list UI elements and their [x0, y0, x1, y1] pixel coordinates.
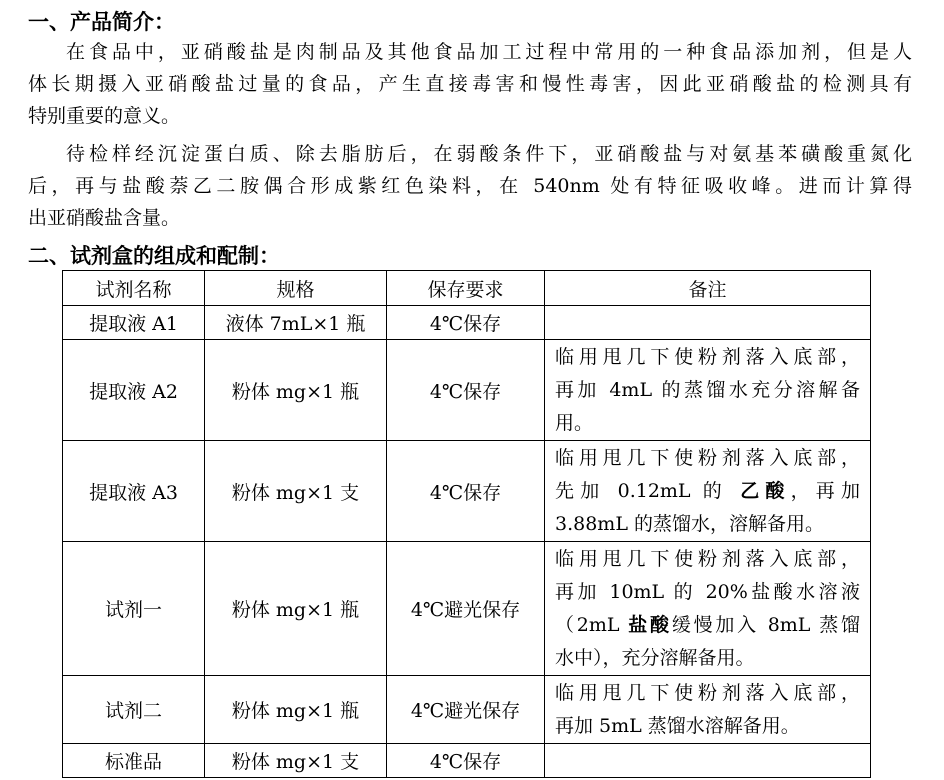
reagent-name: 提取液 A2: [63, 340, 205, 441]
header-storage: 保存要求: [387, 271, 545, 306]
reagent-storage: 4℃保存: [387, 306, 545, 340]
note-line: 水中），充分溶解备用。: [555, 646, 755, 669]
note-line: 临用甩几下使粉剂落入底部，: [555, 446, 860, 469]
table-row: [63, 441, 871, 542]
reagent-spec: 粉体 mg×1 瓶: [205, 676, 387, 744]
note-line: 临用甩几下使粉剂落入底部，: [555, 547, 860, 570]
note-line: [555, 475, 860, 508]
table-row: [63, 542, 871, 676]
table-row: [63, 676, 871, 744]
note-line: 用。: [555, 411, 594, 434]
note-text: ，再加: [790, 479, 860, 502]
paragraph-line: 待检样经沉淀蛋白质、除去脂肪后，在弱酸条件下，亚硝酸盐与对氨基苯磺酸重氮化: [66, 143, 912, 165]
note-line: 再加 10mL 的 20%盐酸水溶液: [555, 580, 860, 603]
reagent-spec: 粉体 mg×1 瓶: [205, 542, 387, 676]
paragraph-line: 特别重要的意义。: [28, 105, 181, 127]
section-title-product-intro: 一、产品简介：: [28, 10, 175, 34]
reagent-name: 提取液 A1: [63, 306, 205, 340]
reagent-spec: 粉体 mg×1 支: [205, 441, 387, 542]
reagent-note: [545, 306, 871, 340]
reagent-table: [62, 270, 871, 778]
reagent-name: 提取液 A3: [63, 441, 205, 542]
note-bold-term-acetic-acid: 乙酸: [740, 479, 791, 502]
reagent-name: 试剂二: [63, 676, 205, 744]
reagent-storage: 4℃保存: [387, 744, 545, 778]
reagent-name: 标准品: [63, 744, 205, 778]
table-row: [63, 340, 871, 441]
note-line: 3.88mL 的蒸馏水，溶解备用。: [555, 512, 824, 535]
header-spec: 规格: [205, 271, 387, 306]
intro-paragraph-2: [28, 138, 912, 234]
reagent-spec: 液体 7mL×1 瓶: [205, 306, 387, 340]
paragraph-line: 体长期摄入亚硝酸盐过量的食品，产生直接毒害和慢性毒害，因此亚硝酸盐的检测具有: [28, 73, 912, 95]
note-line: 临用甩几下使粉剂落入底部，: [555, 345, 860, 368]
paragraph-line: 后，再与盐酸萘乙二胺偶合形成紫红色染料，在 540nm 处有特征吸收峰。进而计算得: [28, 175, 912, 197]
reagent-spec: 粉体 mg×1 瓶: [205, 340, 387, 441]
reagent-storage: 4℃避光保存: [387, 676, 545, 744]
reagent-storage: 4℃保存: [387, 441, 545, 542]
note-line: 再加 4mL 的蒸馏水充分溶解备: [555, 378, 860, 401]
table-row: [63, 744, 871, 778]
reagent-note: [545, 441, 871, 542]
note-line: 临用甩几下使粉剂落入底部，: [555, 681, 860, 704]
reagent-note: [545, 340, 871, 441]
reagent-storage: 4℃避光保存: [387, 542, 545, 676]
reagent-storage: 4℃保存: [387, 340, 545, 441]
note-text: （2mL: [555, 613, 629, 636]
reagent-spec: 粉体 mg×1 支: [205, 744, 387, 778]
header-reagent-name: 试剂名称: [63, 271, 205, 306]
reagent-note: [545, 542, 871, 676]
reagent-name: 试剂一: [63, 542, 205, 676]
note-text: 先加 0.12mL 的: [555, 479, 728, 502]
note-bold-term-hydrochloric-acid: 盐酸: [628, 613, 672, 636]
section-title-kit-composition: 二、试剂盒的组成和配制：: [28, 244, 280, 268]
paragraph-line: 在食品中，亚硝酸盐是肉制品及其他食品加工过程中常用的一种食品添加剂，但是人: [66, 41, 912, 63]
paragraph-line: 出亚硝酸盐含量。: [28, 207, 181, 229]
reagent-note: [545, 676, 871, 744]
note-line: 再加 5mL 蒸馏水溶解备用。: [555, 714, 800, 737]
intro-paragraph-1: [28, 36, 912, 132]
header-notes: 备注: [545, 271, 871, 306]
note-line: [555, 609, 860, 642]
note-text: 缓慢加入 8mL 蒸馏: [671, 613, 860, 636]
table-header-row: [63, 271, 871, 306]
table-row: [63, 306, 871, 340]
reagent-note: [545, 744, 871, 778]
